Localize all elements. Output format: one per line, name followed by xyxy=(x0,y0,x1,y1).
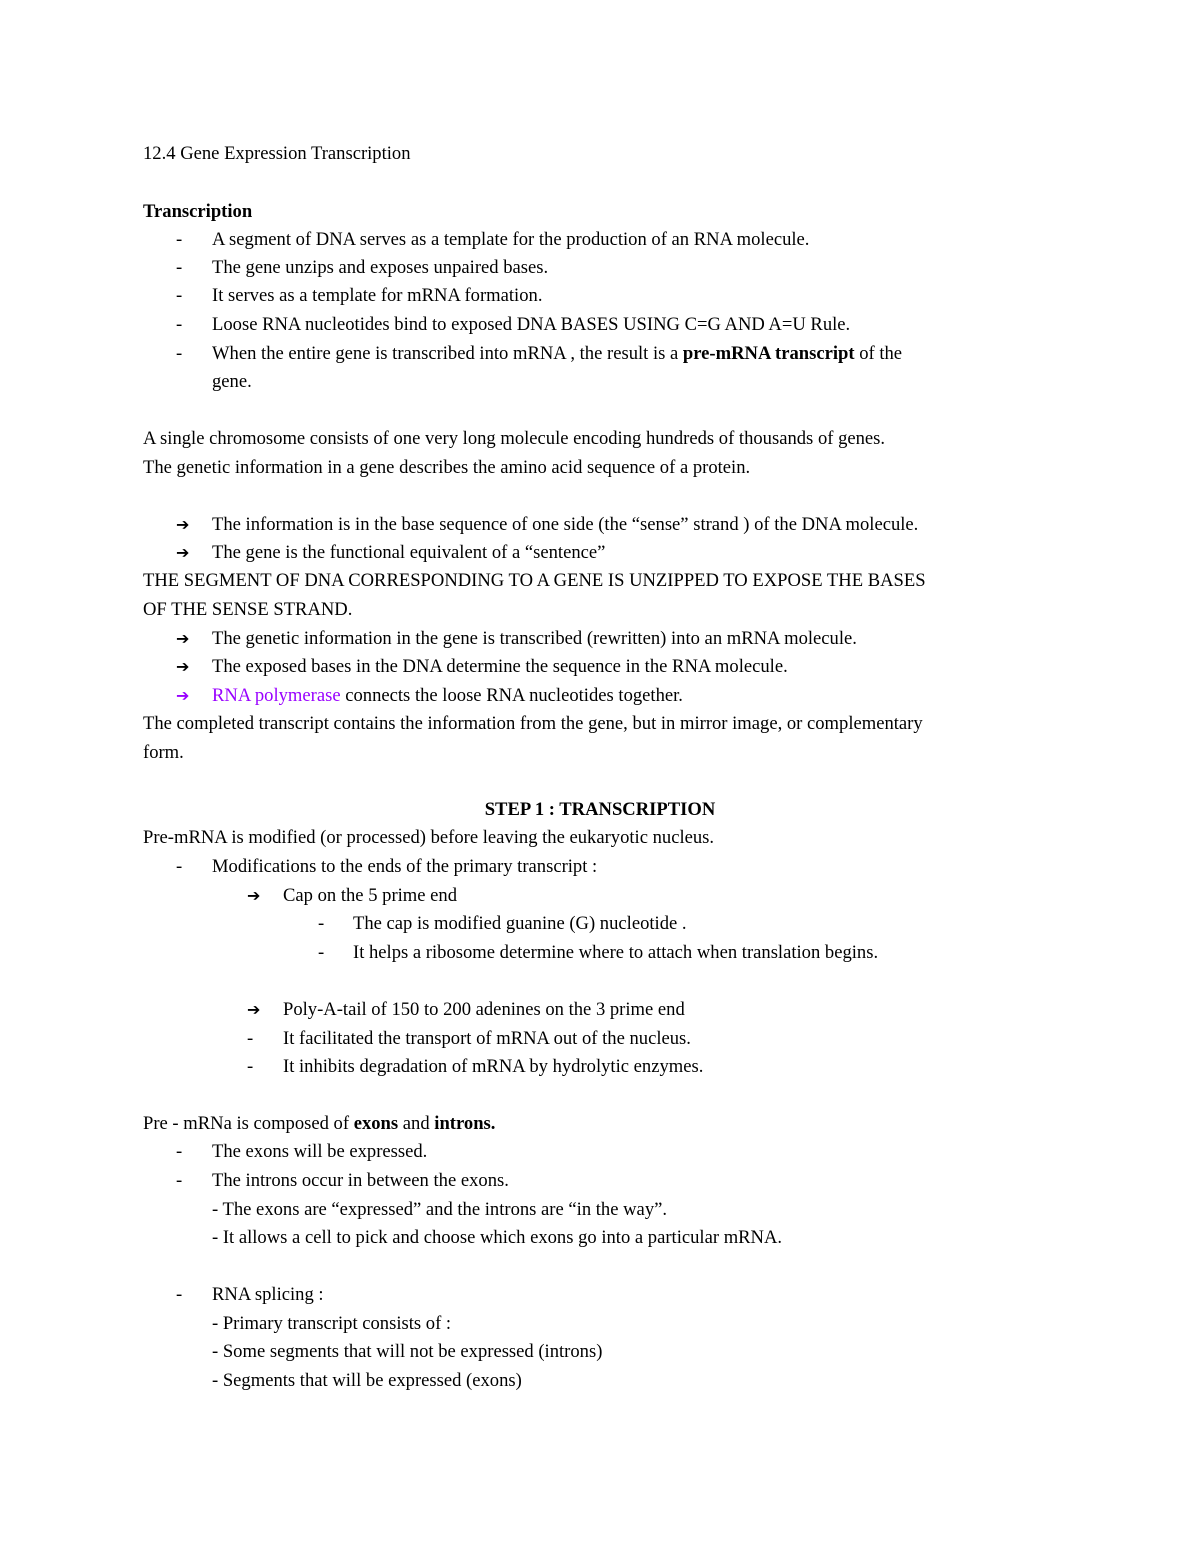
modifications-heading: Modifications to the ends of the primary transcript : xyxy=(212,856,598,877)
exons-subitem: - It allows a cell to pick and choose which exons go into a particular mRNA. xyxy=(212,1227,783,1248)
text-segment: When the entire gene is transcribed into mRNA , the result is a xyxy=(212,343,683,364)
pre-mrna-transcript-term: pre-mRNA transcript xyxy=(682,343,855,364)
bullet-dash: - xyxy=(176,1141,183,1162)
right-arrow-icon: ➔ xyxy=(247,886,261,905)
right-arrow-icon: ➔ xyxy=(176,657,190,676)
step1-heading: STEP 1 : TRANSCRIPTION xyxy=(484,799,716,820)
right-arrow-icon: ➔ xyxy=(176,686,190,705)
text-segment: connects the loose RNA nucleotides together. xyxy=(340,685,683,706)
chromosome-paragraph-line: A single chromosome consists of one very long molecule encoding hundreds of thousands of genes. xyxy=(143,428,886,449)
bullet-dash: - xyxy=(247,1028,254,1049)
cap-detail: It helps a ribosome determine where to attach when translation begins. xyxy=(353,942,879,963)
bullet-dash: - xyxy=(318,942,325,963)
transcription-bullet-pre-mrna xyxy=(212,340,902,369)
splicing-line: - Segments that will be expressed (exons) xyxy=(212,1370,522,1391)
introns-term: introns. xyxy=(434,1113,496,1134)
transcription-bullet: It serves as a template for mRNA formation. xyxy=(212,285,543,306)
arrow-item: The genetic information in the gene is transcribed (rewritten) into an mRNA molecule. xyxy=(212,628,857,649)
exons-bullet: The exons will be expressed. xyxy=(212,1141,428,1162)
caps-paragraph-line: THE SEGMENT OF DNA CORRESPONDING TO A GENE IS UNZIPPED TO EXPOSE THE BASES xyxy=(143,570,926,591)
transcription-bullet: A segment of DNA serves as a template for the production of an RNA molecule. xyxy=(212,229,810,250)
cap-detail: The cap is modified guanine (G) nucleotide . xyxy=(353,913,687,934)
arrow-item: The gene is the functional equivalent of a “sentence” xyxy=(212,542,606,563)
text-segment: of the xyxy=(854,343,903,364)
splicing-line: - Primary transcript consists of : xyxy=(212,1313,452,1334)
step1-intro: Pre-mRNA is modified (or processed) before leaving the eukaryotic nucleus. xyxy=(143,827,715,848)
bullet-dash: - xyxy=(176,285,183,306)
right-arrow-icon: ➔ xyxy=(176,629,190,648)
polya-item: Poly-A-tail of 150 to 200 adenines on the 3 prime end xyxy=(283,999,685,1020)
text-segment: Pre - mRNa is composed of xyxy=(143,1113,354,1134)
arrow-item: The information is in the base sequence of one side (the “sense” strand ) of the DNA molecule. xyxy=(212,514,919,535)
polya-detail: It inhibits degradation of mRNA by hydrolytic enzymes. xyxy=(283,1056,704,1077)
right-arrow-icon: ➔ xyxy=(176,515,190,534)
bullet-dash: - xyxy=(247,1056,254,1077)
cap-item: Cap on the 5 prime end xyxy=(283,885,458,906)
arrow-item: The exposed bases in the DNA determine the sequence in the RNA molecule. xyxy=(212,656,788,677)
bullet-dash: - xyxy=(176,257,183,278)
exons-intro xyxy=(143,1110,495,1139)
bullet-dash: - xyxy=(318,913,325,934)
bullet-dash: - xyxy=(176,1170,183,1191)
chromosome-paragraph-line: The genetic information in a gene describes the amino acid sequence of a protein. xyxy=(143,457,751,478)
doc-title: 12.4 Gene Expression Transcription xyxy=(143,143,411,164)
splicing-line: - Some segments that will not be expressed (introns) xyxy=(212,1341,603,1362)
arrow-item-polymerase xyxy=(212,682,683,711)
splicing-heading: RNA splicing : xyxy=(212,1284,324,1305)
transcription-heading: Transcription xyxy=(143,201,253,222)
exons-subitem: - The exons are “expressed” and the introns are “in the way”. xyxy=(212,1199,668,1220)
rna-polymerase-term: RNA polymerase xyxy=(212,685,341,706)
bullet-dash: - xyxy=(176,229,183,250)
right-arrow-icon: ➔ xyxy=(247,1000,261,1019)
caps-paragraph-line: OF THE SENSE STRAND. xyxy=(143,599,353,620)
text-segment: and xyxy=(398,1113,435,1134)
exons-bullet: The introns occur in between the exons. xyxy=(212,1170,509,1191)
exons-term: exons xyxy=(353,1113,399,1134)
bullet-dash: - xyxy=(176,1284,183,1305)
bullet-dash: - xyxy=(176,314,183,335)
transcription-bullet: The gene unzips and exposes unpaired bases. xyxy=(212,257,549,278)
polya-detail: It facilitated the transport of mRNA out of the nucleus. xyxy=(283,1028,691,1049)
completed-paragraph-line: form. xyxy=(143,742,184,763)
bullet-dash: - xyxy=(176,343,183,364)
transcription-bullet-continuation: gene. xyxy=(212,371,252,392)
bullet-dash: - xyxy=(176,856,183,877)
right-arrow-icon: ➔ xyxy=(176,543,190,562)
transcription-bullet: Loose RNA nucleotides bind to exposed DNA BASES USING C=G AND A=U Rule. xyxy=(212,314,851,335)
completed-paragraph-line: The completed transcript contains the information from the gene, but in mirror image, or complementary xyxy=(143,713,923,734)
